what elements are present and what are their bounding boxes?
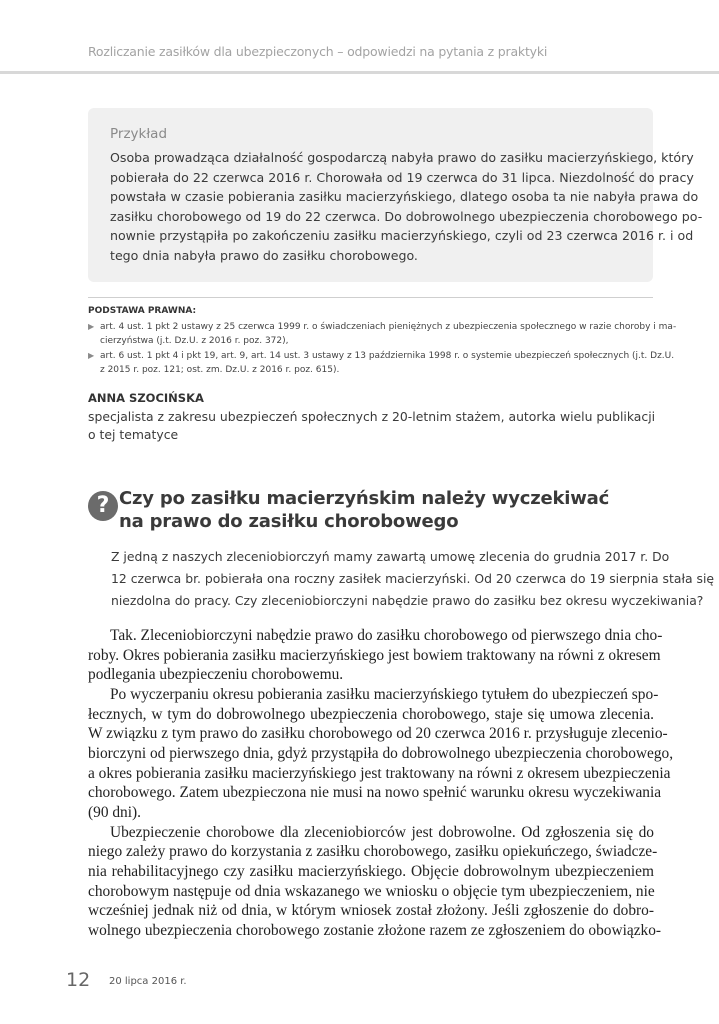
answer-line: Po wyczerpaniu okresu pobierania zasiłku macierzyńskiego tytułem do ubezpieczeń spo-	[110, 685, 659, 703]
question-text-line: Z jedną z naszych zleceniobiorczyń mamy zawartą umowę zlecenia do grudnia 2017 r. Do	[111, 549, 670, 564]
author-name: ANNA SZOCIŃSKA	[88, 391, 204, 405]
answer-line: chorobowym następuje od dnia wskazanego we wniosku o objęcie tym ubezpieczeniem, nie	[88, 882, 655, 900]
running-header: Rozliczanie zasiłków dla ubezpieczonych – odpowiedzi na pytania z praktyki	[88, 44, 548, 59]
example-line: tego dnia nabyła prawo do zasiłku chorobowego.	[110, 247, 418, 263]
author-desc-line: specjalista z zakresu ubezpieczeń społecznych z 20-letnim stażem, autorka wielu publikacji	[88, 409, 656, 424]
page-number: 12	[66, 969, 91, 991]
answer-line: biorczyni od pierwszego dnia, gdyż przystąpiła do dobrowolnego ubezpieczenia chorobowego,	[88, 744, 674, 762]
answer-line: łecznych, w tym do dobrowolnego ubezpieczenia chorobowego, staje się umowa zlecenia.	[88, 705, 654, 723]
answer-line: (90 dni).	[88, 803, 142, 821]
bullet-arrow-icon: ▶	[88, 322, 95, 331]
author-description	[88, 408, 655, 443]
bullet-arrow-icon: ▶	[88, 351, 95, 360]
answer-line: chorobowego. Zatem ubezpieczona nie musi na nowo spełnić warunku okresu wyczekiwania	[88, 784, 662, 802]
example-line: nownie przystąpiła po zakończeniu zasiłku macierzyńskiego, czyli od 23 czerwca 2016 r. i od	[110, 228, 694, 244]
answer-line: niego zależy prawo do korzystania z zasiłku chorobowego, zasiłku opiekuńczego, świadcze-	[88, 843, 658, 861]
legal-basis-line: art. 4 ust. 1 pkt 2 ustawy z 25 czerwca 1999 r. o świadczeniach pieniężnych z ubezpieczenia społecznego w razie choroby i ma-	[100, 322, 677, 332]
example-line: powstała w czasie pobierania zasiłku macierzyńskiego, dlatego osoba ta nie nabyła prawa do	[110, 189, 699, 205]
author-desc-line: o tej tematyce	[88, 426, 179, 442]
legal-basis-line: art. 6 ust. 1 pkt 4 i pkt 19, art. 9, art. 14 ust. 3 ustawy z 13 października 1998 r. o systemie ubezpieczeń społecznych (j.t. Dz.U.	[100, 351, 675, 361]
question-mark-icon: ?	[88, 491, 118, 521]
example-box	[88, 108, 703, 282]
example-text	[110, 148, 703, 266]
legal-basis-heading: PODSTAWA PRAWNA:	[88, 306, 197, 316]
answer-line: a okres pobierania zasiłku macierzyńskiego jest traktowany na równi z okresem ubezpieczenia	[88, 764, 671, 782]
question-text-line: 12 czerwca br. pobierała ona roczny zasiłek macierzyński. Od 20 czerwca do 19 sierpnia stała się	[111, 571, 715, 586]
answer-line: Tak. Zleceniobiorczyni nabędzie prawo do zasiłku chorobowego od pierwszego dnia cho-	[110, 627, 663, 644]
section-divider	[88, 297, 653, 298]
example-line: zasiłku chorobowego od 19 do 22 czerwca. Do dobrowolnego ubezpieczenia chorobowego po-	[110, 208, 703, 224]
answer-line: W związku z tym prawo do zasiłku chorobowego od 20 czerwca 2016 r. przysługuje zlecenio-	[88, 725, 668, 743]
answer-line: wolnego ubezpieczenia chorobowego zostanie złożone razem ze zgłoszeniem do obowiązko-	[88, 921, 662, 939]
example-title: Przykład	[110, 126, 168, 142]
answer-line: nia rehabilitacyjnego czy zasiłku macierzyńskiego. Objęcie dobrowolnym ubezpieczeniem	[88, 862, 654, 880]
answer-line: podlegania ubezpieczeniu chorobowemu.	[88, 666, 344, 684]
example-line: Osoba prowadząca działalność gospodarczą nabyła prawo do zasiłku macierzyńskiego, który	[110, 150, 694, 165]
question-text	[111, 546, 715, 612]
answer-line: wcześniej jednak niż od dnia, w którym wniosek został złożony. Jeśli zgłoszenie do dobro-	[88, 902, 654, 920]
question-title-line: Czy po zasiłku macierzyńskim należy wyczekiwać	[119, 488, 610, 509]
answer-line: roby. Okres pobierania zasiłku macierzyńskiego jest bowiem traktowany na równi z okresem	[88, 646, 661, 664]
header-divider	[0, 71, 719, 74]
footer-date: 20 lipca 2016 r.	[109, 976, 187, 987]
answer-body	[88, 626, 674, 941]
question-text-line: niezdolna do pracy. Czy zleceniobiorczyni nabędzie prawo do zasiłku bez okresu wyczekiwania?	[111, 593, 704, 608]
example-line: pobierała do 22 czerwca 2016 r. Chorowała od 19 czerwca do 31 lipca. Niezdolność do pracy	[110, 169, 694, 185]
question-title	[119, 487, 609, 533]
answer-line: Ubezpieczenie chorobowe dla zleceniobiorców jest dobrowolne. Od zgłoszenia się do	[110, 823, 654, 841]
legal-basis-line: z 2015 r. poz. 121; ost. zm. Dz.U. z 2016 r. poz. 615).	[100, 365, 340, 375]
legal-basis-line: cierzyństwa (j.t. Dz.U. z 2016 r. poz. 372),	[100, 336, 289, 346]
question-title-line: na prawo do zasiłku chorobowego	[119, 511, 459, 532]
